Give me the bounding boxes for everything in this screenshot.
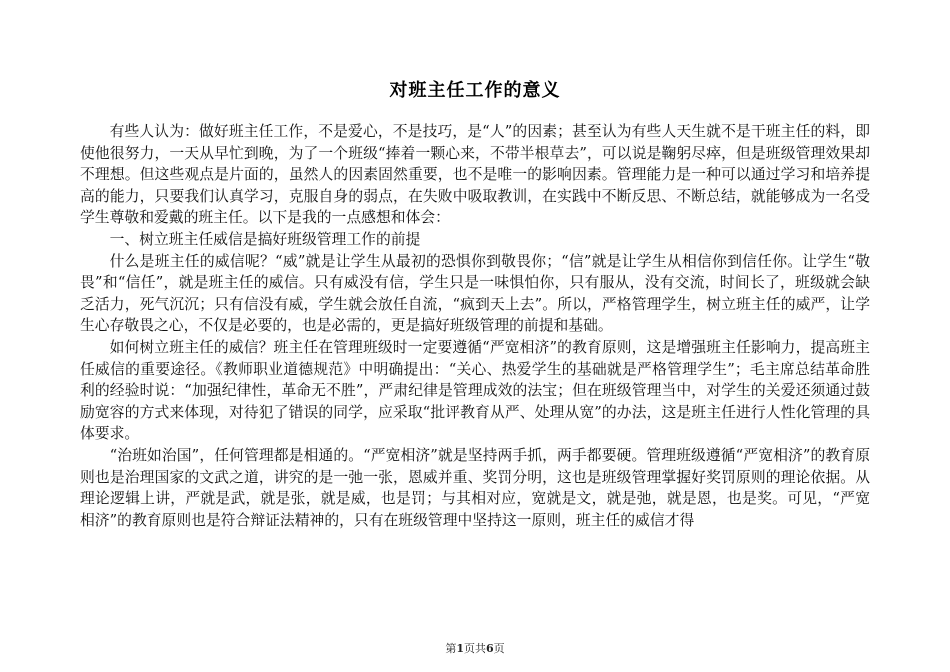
footer-prefix: 第 [445,642,457,655]
footer-suffix: 页 [493,642,505,655]
page-footer [0,640,950,656]
footer-total-pages: 6 [486,642,494,655]
paragraph-authority-definition: 什么是班主任的威信呢？“威”就是让学生从最初的恐惧你到敬畏你；“信”就是让学生从相信你到信任你。让学生“敬畏”和“信任”，就是班主任的威信。只有威没有信，学生只是一味惧怕你，只有服从，没有交流，时间长了，班级就会缺乏活力，死气沉沉；只有信没有威，学生就会放任自流，“疯到天上去”。所以，严格管理学生，树立班主任的威严，让学生心存敬畏之心，不仅是必要的，也是必需的，更是搞好班级管理的前提和基础。 [80,252,870,335]
page-title: 对班主任工作的意义 [389,80,561,101]
paragraph-govern-class: “治班如治国”，任何管理都是相通的。“严宽相济”就是坚持两手抓，两手都要硬。管理班级遵循“严宽相济”的教育原则也是治理国家的文武之道，讲究的是一弛一张，恩威并重、奖罚分明，这也是班级管理掌握好奖罚原则的理论依据。从理论逻辑上讲，严就是武，就是张，就是威，也是罚；与其相对应，宽就是文，就是弛，就是恩，也是奖。可见，“严宽相济”的教育原则也是符合辩证法精神的，只有在班级管理中坚持这一原则，班主任的威信才得 [80,446,870,529]
paragraph-how-to-build-authority: 如何树立班主任的威信？班主任在管理班级时一定要遵循“严宽相济”的教育原则，这是增强班主任影响力，提高班主任威信的重要途径。《教师职业道德规范》中明确提出：“关心、热爱学生的基础就是严格管理学生”；毛主席总结革命胜利的经验时说：“加强纪律性，革命无不胜”，严肃纪律是管理成效的法宝；但在班级管理当中，对学生的关爱还须通过鼓励宽容的方式来体现，对待犯了错误的同学，应采取“批评教育从严、处理从宽”的办法，这是班主任进行人性化管理的具体要求。 [80,338,870,443]
footer-middle: 页共 [464,642,486,655]
footer-page-number: 1 [456,642,464,655]
section-heading-1: 一、树立班主任威信是搞好班级管理工作的前提 [109,230,421,248]
paragraph-intro: 有些人认为：做好班主任工作，不是爱心，不是技巧，是“人”的因素；甚至认为有些人天生就不是干班主任的料，即使他很努力，一天从早忙到晚，为了一个班级“捧着一颗心来，不带半根草去”，可以说是鞠躬尽瘁，但是班级管理效果却不理想。但这些观点是片面的，虽然人的因素固然重要，也不是唯一的影响因素。管理能力是一种可以通过学习和培养提高的能力，只要我们认真学习，克服自身的弱点，在失败中吸取教训，在实践中不断反思、不断总结，就能够成为一名受学生尊敬和爱戴的班主任。以下是我的一点感想和体会： [80,123,870,227]
document-body [80,121,870,531]
